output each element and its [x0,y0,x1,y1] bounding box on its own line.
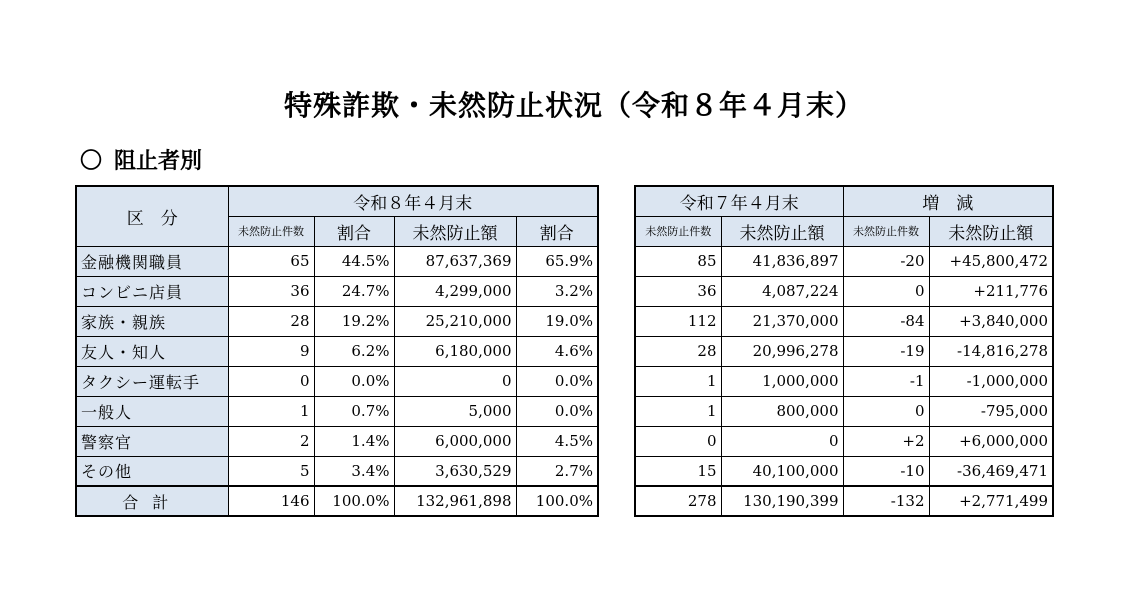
amount-cell: 25,210,000 [394,306,516,336]
prev-count-cell: 1 [635,396,721,426]
current-period-table [75,185,599,517]
count-ratio-cell: 24.7% [314,276,394,306]
diff-count-cell: -19 [843,336,929,366]
category-cell: その他 [76,456,228,486]
prev-count-cell: 1 [635,366,721,396]
table-row [635,336,1053,366]
diff-count-cell: -20 [843,246,929,276]
count-ratio-cell: 100.0% [314,486,394,516]
header-category: 区 分 [76,186,228,246]
circle-icon: 〇 [80,149,103,174]
table-row [635,306,1053,336]
diff-count-cell: -1 [843,366,929,396]
amount-cell: 4,299,000 [394,276,516,306]
prev-count-cell: 36 [635,276,721,306]
count-cell: 9 [228,336,314,366]
amount-ratio-cell: 19.0% [516,306,598,336]
diff-amount-cell: +2,771,499 [929,486,1053,516]
table-row [635,426,1053,456]
header-prev-amount: 未然防止額 [721,216,843,246]
amount-cell: 6,180,000 [394,336,516,366]
category-cell: タクシー運転手 [76,366,228,396]
count-cell: 28 [228,306,314,336]
prev-count-cell: 15 [635,456,721,486]
header-amount: 未然防止額 [394,216,516,246]
amount-cell: 87,637,369 [394,246,516,276]
prev-amount-cell: 800,000 [721,396,843,426]
prev-count-cell: 0 [635,426,721,456]
section-label: 阻止者別 [114,149,203,174]
diff-amount-cell: +3,840,000 [929,306,1053,336]
diff-count-cell: 0 [843,276,929,306]
amount-ratio-cell: 100.0% [516,486,598,516]
amount-ratio-cell: 65.9% [516,246,598,276]
count-ratio-cell: 1.4% [314,426,394,456]
diff-amount-cell: -1,000,000 [929,366,1053,396]
diff-count-cell: -10 [843,456,929,486]
category-cell: 友人・知人 [76,336,228,366]
header-diff-count: 未然防止件数 [843,216,929,246]
header-prev-period: 令和７年４月末 [635,186,843,216]
diff-amount-cell: -795,000 [929,396,1053,426]
amount-ratio-cell: 3.2% [516,276,598,306]
count-cell: 36 [228,276,314,306]
table-row [76,336,598,366]
header-prev-count: 未然防止件数 [635,216,721,246]
diff-count-cell: +2 [843,426,929,456]
amount-cell: 6,000,000 [394,426,516,456]
prev-count-cell: 278 [635,486,721,516]
header-current-period: 令和８年４月末 [228,186,598,216]
count-cell: 2 [228,426,314,456]
amount-cell: 5,000 [394,396,516,426]
category-cell: 警察官 [76,426,228,456]
diff-count-cell: 0 [843,396,929,426]
table-row [76,276,598,306]
table-row [635,396,1053,426]
amount-cell: 132,961,898 [394,486,516,516]
comparison-table [634,185,1054,517]
table-row [76,396,598,426]
table-row [76,456,598,486]
prev-count-cell: 112 [635,306,721,336]
header-change: 増 減 [843,186,1053,216]
category-cell: 金融機関職員 [76,246,228,276]
prev-amount-cell: 130,190,399 [721,486,843,516]
diff-count-cell: -132 [843,486,929,516]
count-ratio-cell: 6.2% [314,336,394,366]
total-label: 合計 [76,486,228,516]
amount-cell: 3,630,529 [394,456,516,486]
diff-amount-cell: -14,816,278 [929,336,1053,366]
prev-amount-cell: 4,087,224 [721,276,843,306]
prev-count-cell: 28 [635,336,721,366]
diff-amount-cell: +45,800,472 [929,246,1053,276]
count-cell: 146 [228,486,314,516]
count-ratio-cell: 0.0% [314,366,394,396]
amount-ratio-cell: 4.5% [516,426,598,456]
diff-amount-cell: -36,469,471 [929,456,1053,486]
page-title: 特殊詐欺・未然防止状況（令和８年４月末） [283,89,864,122]
count-cell: 65 [228,246,314,276]
prev-amount-cell: 41,836,897 [721,246,843,276]
count-cell: 5 [228,456,314,486]
table-row [635,456,1053,486]
table-row [635,366,1053,396]
amount-cell: 0 [394,366,516,396]
table-row [635,246,1053,276]
amount-ratio-cell: 2.7% [516,456,598,486]
table-row [76,426,598,456]
count-ratio-cell: 0.7% [314,396,394,426]
prev-amount-cell: 40,100,000 [721,456,843,486]
amount-ratio-cell: 4.6% [516,336,598,366]
amount-ratio-cell: 0.0% [516,396,598,426]
prev-amount-cell: 0 [721,426,843,456]
count-cell: 0 [228,366,314,396]
header-count-ratio: 割合 [314,216,394,246]
prev-amount-cell: 20,996,278 [721,336,843,366]
table-row [76,306,598,336]
count-ratio-cell: 3.4% [314,456,394,486]
category-cell: 家族・親族 [76,306,228,336]
table-row [76,246,598,276]
diff-amount-cell: +6,000,000 [929,426,1053,456]
header-diff-amount: 未然防止額 [929,216,1053,246]
category-cell: 一般人 [76,396,228,426]
table-row [76,366,598,396]
table-row [635,276,1053,306]
amount-ratio-cell: 0.0% [516,366,598,396]
count-ratio-cell: 44.5% [314,246,394,276]
prev-amount-cell: 1,000,000 [721,366,843,396]
count-cell: 1 [228,396,314,426]
total-row [635,486,1053,516]
header-amount-ratio: 割合 [516,216,598,246]
total-row [76,486,598,516]
count-ratio-cell: 19.2% [314,306,394,336]
header-count: 未然防止件数 [228,216,314,246]
prev-count-cell: 85 [635,246,721,276]
diff-amount-cell: +211,776 [929,276,1053,306]
category-cell: コンビニ店員 [76,276,228,306]
section-heading [80,144,202,175]
prev-amount-cell: 21,370,000 [721,306,843,336]
diff-count-cell: -84 [843,306,929,336]
